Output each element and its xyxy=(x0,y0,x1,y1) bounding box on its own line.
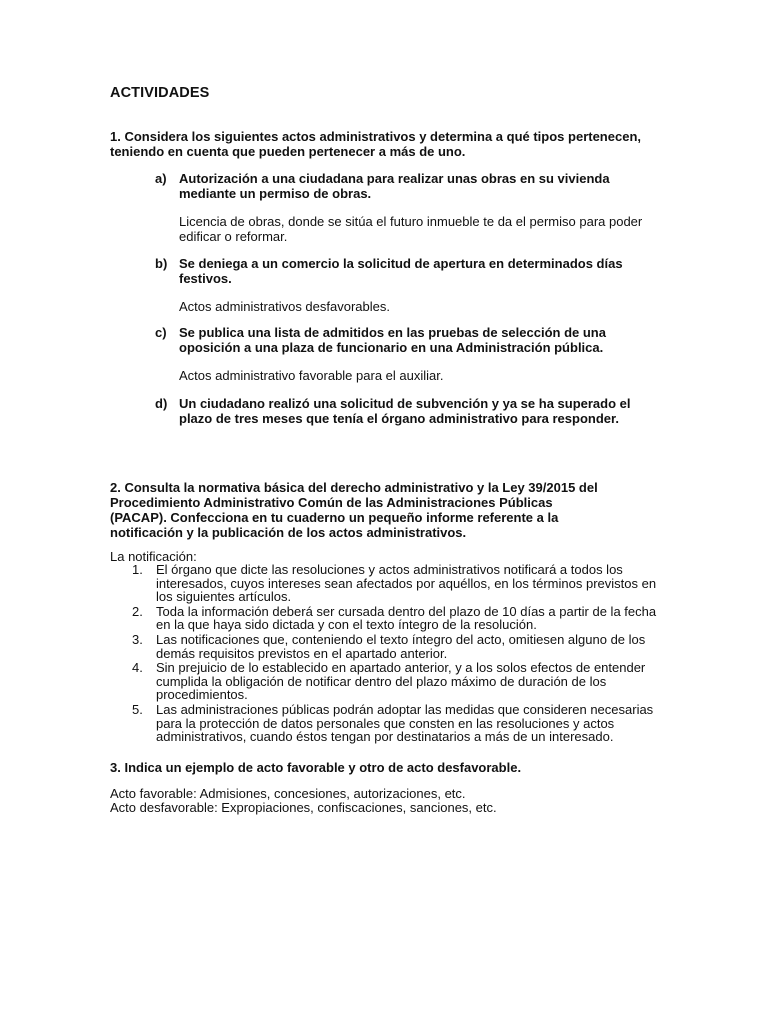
item-question: Se deniega a un comercio la solicitud de apertura en determinados días festivos. xyxy=(179,256,623,286)
item-answer: Actos administrativo favorable para el auxiliar. xyxy=(179,368,444,383)
question-2-text: 2. Consulta la normativa básica del derecho administrativo y la Ley 39/2015 del Procedimiento Administrativo Común de las Administraciones Públicas (PACAP). Confecciona en tu cuaderno un pequeño informe referente a la notificación y la publicación de los actos administrativos. xyxy=(110,480,598,540)
list-item-number: 5. xyxy=(132,701,143,717)
notification-list xyxy=(110,563,660,745)
list-item-text: Las administraciones públicas podrán adoptar las medidas que consideren necesarias para la protección de datos personales que consten en las resoluciones y actos administrativos, cuando éstos tengan por destinatarios a más de un interesado. xyxy=(156,701,654,745)
list-item xyxy=(110,661,660,702)
list-item-number: 1. xyxy=(132,562,143,577)
q1-item-b xyxy=(155,256,655,314)
list-item-number: 3. xyxy=(132,631,143,647)
list-item xyxy=(110,605,660,632)
item-letter: d) xyxy=(155,396,168,411)
item-letter: c) xyxy=(155,325,167,340)
q1-item-d xyxy=(155,396,655,426)
list-item-text: Sin prejuicio de lo establecido en apartado anterior, y a los solos efectos de entender cumplida la obligación de notificar dentro del plazo máximo de duración de los procedimientos. xyxy=(156,660,646,703)
page-title: ACTIVIDADES xyxy=(110,85,210,101)
list-item-number: 2. xyxy=(132,603,143,619)
item-answer: Licencia de obras, donde se sitúa el futuro inmueble te da el permiso para poder edificar o reformar. xyxy=(179,214,643,244)
list-item xyxy=(110,563,660,604)
item-letter: a) xyxy=(155,171,167,186)
item-question: Un ciudadano realizó una solicitud de subvención y ya se ha superado el plazo de tres meses que tenía el órgano administrativo para responder. xyxy=(179,396,631,426)
unfavorable-example: Acto desfavorable: Expropiaciones, confiscaciones, sanciones, etc. xyxy=(110,800,497,815)
favorable-example: Acto favorable: Admisiones, concesiones, autorizaciones, etc. xyxy=(110,786,466,801)
notification-label: La notificación: xyxy=(110,549,197,564)
question-1-text: 1. Considera los siguientes actos administrativos y determina a qué tipos pertenecen, teniendo en cuenta que pueden pertenecer a más de uno. xyxy=(110,129,641,159)
item-question: Autorización a una ciudadana para realizar unas obras en su vivienda mediante un permiso de obras. xyxy=(179,171,610,201)
question-3-text: 3. Indica un ejemplo de acto favorable y otro de acto desfavorable. xyxy=(110,760,522,775)
q1-item-a xyxy=(155,171,655,244)
list-item-number: 4. xyxy=(132,660,143,676)
item-question: Se publica una lista de admitidos en las pruebas de selección de una oposición a una plaza de funcionario en una Administración pública. xyxy=(179,325,606,355)
q1-item-c xyxy=(155,325,655,383)
item-letter: b) xyxy=(155,256,168,271)
list-item-text: Toda la información deberá ser cursada dentro del plazo de 10 días a partir de la fecha en la que haya sido dictada y con el texto íntegro de la resolución. xyxy=(156,603,657,633)
item-answer: Actos administrativos desfavorables. xyxy=(179,299,390,314)
list-item xyxy=(110,703,660,744)
question-3-answers xyxy=(110,787,497,815)
list-item-text: El órgano que dicte las resoluciones y actos administrativos notificará a todos los interesados, cuyos intereses sean afectados por aquéllos, en los términos previstos en los siguientes artículos. xyxy=(156,562,657,605)
list-item xyxy=(110,633,660,660)
list-item-text: Las notificaciones que, conteniendo el texto íntegro del acto, omitiesen alguno de los demás requisitos previstos en el apartado anterior. xyxy=(156,631,646,661)
